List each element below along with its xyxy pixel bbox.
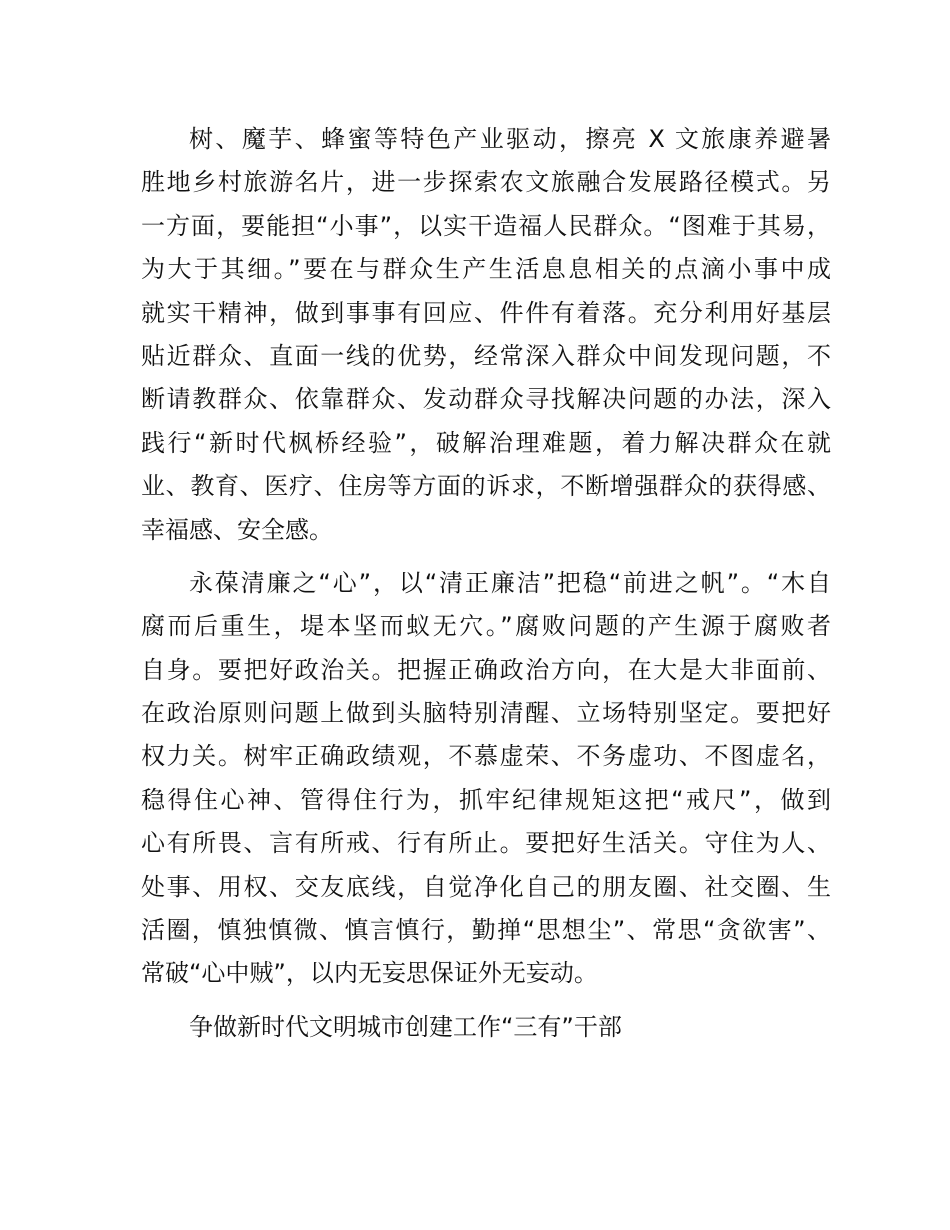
paragraph-line: 一方面，要能担“小事”，以实干造福人民群众。“图难于其易， [141, 211, 831, 240]
paragraph-integrity [141, 562, 831, 996]
paragraph-line: 断请教群众、依靠群众、发动群众寻找解决问题的办法，深入 [141, 385, 831, 414]
paragraph-line: 永葆清廉之“心”，以“清正廉洁”把稳“前进之帆”。“木自 [189, 568, 831, 597]
paragraph-line: 心有所畏、言有所戒、行有所止。要把好生活关。守住为人、 [141, 829, 831, 858]
paragraph-line: 稳得住心神、管得住行为，抓牢纪律规矩这把“戒尺”，做到 [141, 785, 831, 814]
paragraph-line: 胜地乡村旅游名片，进一步探索农文旅融合发展路径模式。另 [141, 168, 831, 197]
paragraph-line: 就实干精神，做到事事有回应、件件有着落。充分利用好基层 [141, 298, 831, 327]
paragraph-line: 践行“新时代枫桥经验”，破解治理难题，着力解决群众在就 [141, 428, 831, 457]
document-body [141, 118, 831, 1049]
paragraph-line: 在政治原则问题上做到头脑特别清醒、立场特别坚定。要把好 [141, 699, 831, 728]
paragraph-line: 腐而后重生，堤本坚而蚁无穴。”腐败问题的产生源于腐败者 [141, 612, 831, 641]
paragraph-line: 权力关。树牢正确政绩观，不慕虚荣、不务虚功、不图虚名， [141, 742, 831, 771]
paragraph-line: 贴近群众、直面一线的优势，经常深入群众中间发现问题，不 [141, 341, 831, 370]
paragraph-line: 处事、用权、交友底线，自觉净化自己的朋友圈、社交圈、生 [141, 872, 831, 901]
paragraph-rural-tourism [141, 118, 831, 552]
paragraph-line: 常破“心中贼”，以内无妄思保证外无妄动。 [141, 959, 598, 988]
section-title: 争做新时代文明城市创建工作“三有”干部 [189, 1012, 622, 1041]
paragraph-line: 业、教育、医疗、住房等方面的诉求，不断增强群众的获得感、 [141, 472, 831, 501]
section-heading [141, 1006, 831, 1049]
paragraph-line: 自身。要把好政治关。把握正确政治方向，在大是大非面前、 [141, 655, 831, 684]
paragraph-line: 活圈，慎独慎微、慎言慎行，勤掸“思想尘”、常思“贪欲害”、 [141, 916, 831, 945]
paragraph-line: 为大于其细。”要在与群众生产生活息息相关的点滴小事中成 [141, 255, 831, 284]
paragraph-line: 树、魔芋、蜂蜜等特色产业驱动，擦亮 X 文旅康养避暑 [189, 125, 831, 153]
paragraph-line: 幸福感、安全感。 [141, 515, 333, 544]
